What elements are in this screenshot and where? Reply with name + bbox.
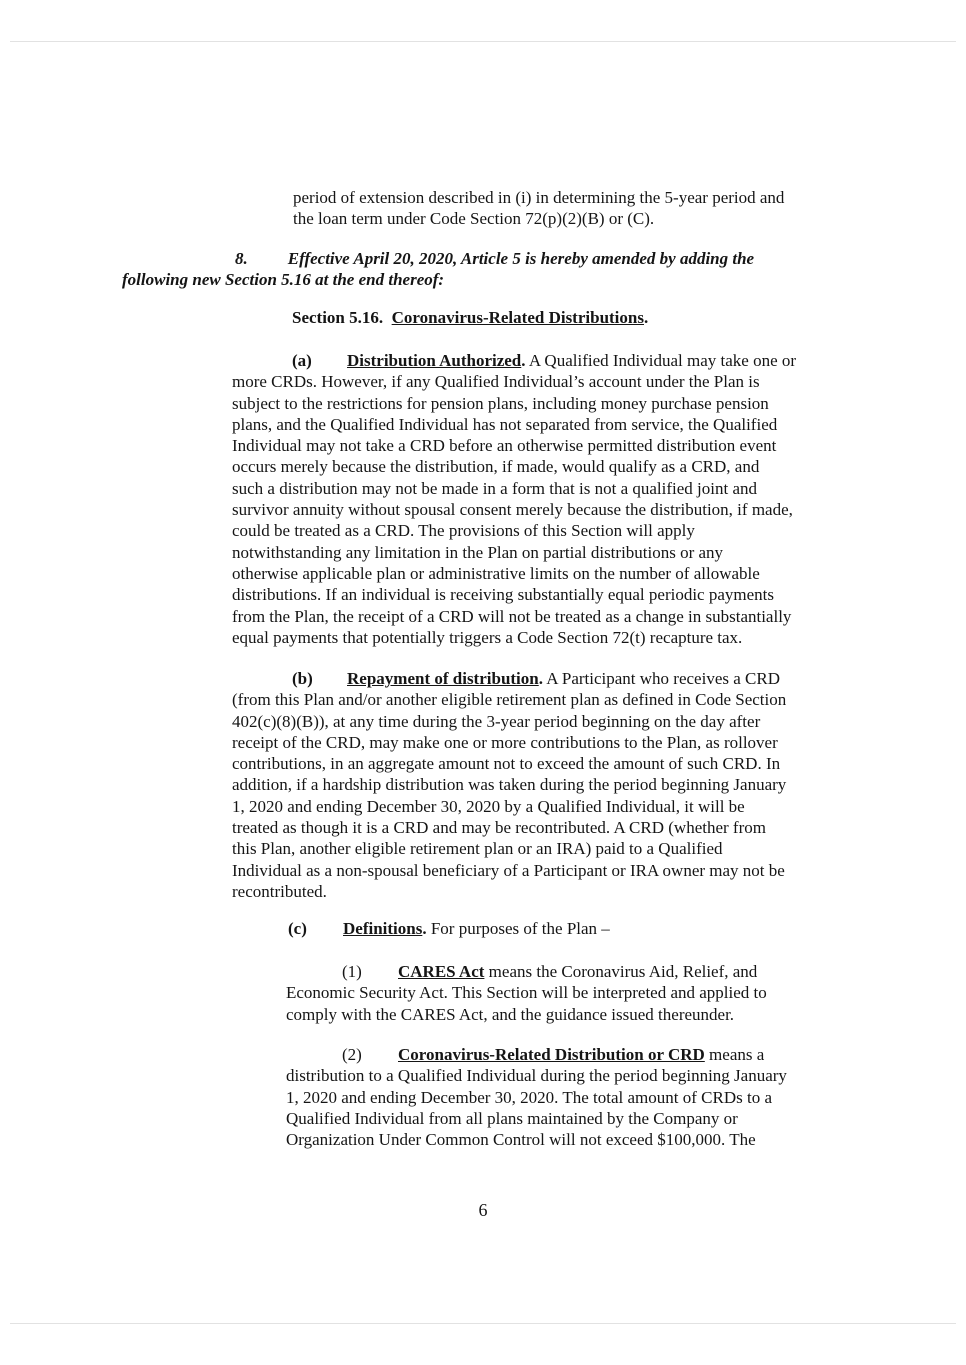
- section-title: Coronavirus-Related Distributions: [391, 308, 644, 327]
- text-line: the loan term under Code Section 72(p)(2)(B) or (C).: [293, 209, 655, 229]
- text-line: 1, 2020 and ending December 30, 2020 by a Qualified Individual, it will be: [232, 796, 745, 816]
- text-line: A Participant who receives a CRD: [542, 669, 780, 688]
- text-line: more CRDs. However, if any Qualified Individual’s account under the Plan is: [232, 372, 760, 392]
- text-line: Individual as a non-spousal beneficiary of a Participant or IRA owner may not be: [232, 860, 785, 880]
- paragraph-c: (c) Definitions. For purposes of the Plan –: [288, 919, 610, 938]
- definition-2-heading: Coronavirus-Related Distribution or CRD: [398, 1045, 705, 1064]
- text-line: For purposes of the Plan –: [426, 919, 610, 938]
- text-line: plans, and the Qualified Individual has not separated from service, the Qualified: [232, 414, 778, 434]
- definition-2: [286, 1044, 787, 1150]
- definition-1-label: (1): [342, 962, 362, 981]
- text-line: A Qualified Individual may take one or: [525, 351, 797, 370]
- text-line: otherwise applicable plan or administrative limits on the number of allowable: [232, 563, 760, 583]
- text-line: could be treated as a CRD. The provisions of this Section will apply: [232, 521, 695, 541]
- text-line: distributions. If an individual is receiving substantially equal periodic payments: [232, 585, 774, 605]
- text-line: means a: [704, 1045, 765, 1064]
- text-line: (from this Plan and/or another eligible retirement plan as defined in Code Section: [232, 690, 787, 710]
- text-line: notwithstanding any limitation in the Plan on partial distributions or any: [232, 542, 724, 562]
- text-line: period of extension described in (i) in determining the 5-year period and: [293, 188, 785, 207]
- text-line: 402(c)(8)(B)), at any time during the 3-year period beginning on the day after: [232, 711, 761, 731]
- section-number: Section 5.16.: [292, 308, 384, 327]
- paragraph-c-heading: Definitions: [343, 919, 423, 938]
- definition-2-label: (2): [342, 1045, 362, 1064]
- paragraph-c-label: (c): [288, 919, 307, 938]
- intro-paragraph: [293, 187, 784, 230]
- definition-1: [286, 961, 767, 1025]
- text-line: Organization Under Common Control will not exceed $100,000. The: [286, 1130, 756, 1150]
- amendment-number: 8.: [235, 249, 248, 268]
- amendment-line-2: following new Section 5.16 at the end thereof:: [122, 270, 445, 290]
- amendment-8: [122, 248, 754, 291]
- text-line: contributions, in an aggregate amount not to exceed the amount of such CRD. In: [232, 754, 781, 774]
- text-line: Individual may not take a CRD before an otherwise permitted distribution event: [232, 436, 777, 456]
- text-line: Qualified Individual from all plans maintained by the Company or: [286, 1108, 738, 1128]
- scan-edge-top: [10, 41, 956, 42]
- paragraph-a: (a) Distribution Authorized. A Qualified Individual may take one or more CRDs. However, if any Qualified Individual’s account under the Plan is subject to the restrictions for pension plans, including money purchase pension plans, and the Qualified Individual has not separated from service, the Qualified Individual may not take a CRD before an otherwise permitted distribution event occurs merely because the distribution, if made, would qualify as a CRD, and such a distribution may not be made in a form that is not a qualified joint and survivor annuity without spousal consent merely because the distribution, if made, could be treated as a CRD. The provisions of this Section will apply notwithstanding any limitation in the Plan on partial distributions or any otherwise applicable plan or administrative limits on the number of allowable distributions. If an individual is receiving substantially equal periodic payments from the Plan, the receipt of a CRD will not be treated as a change in substantially equal payments that potentially triggers a Code Section 72(t) recapture tax.: [232, 351, 797, 647]
- text-line: recontributed.: [232, 881, 327, 901]
- text-line: from the Plan, the receipt of a CRD will not be treated as a change in substantially: [232, 606, 792, 626]
- text-line: occurs merely because the distribution, if made, would qualify as a CRD, and: [232, 457, 760, 477]
- text-line: treated as though it is a CRD and may be recontributed. A CRD (whether from: [232, 818, 766, 838]
- text-line: such a distribution may not be made in a form that is not a qualified joint and: [232, 478, 757, 498]
- text-line: this Plan, another eligible retirement plan or an IRA) paid to a Qualified: [232, 839, 723, 859]
- text-line: receipt of the CRD, may make one or more contributions to the Plan, as rollover: [232, 732, 778, 752]
- paragraph-b-label: (b): [292, 669, 313, 688]
- text-line: 1, 2020 and ending December 30, 2020. The total amount of CRDs to a: [286, 1087, 772, 1107]
- text-line: subject to the restrictions for pension plans, including money purchase pension: [232, 393, 769, 413]
- text-line: equal payments that potentially triggers a Code Section 72(t) recapture tax.: [232, 627, 743, 647]
- paragraph-a-label: (a): [292, 351, 312, 370]
- text-line: distribution to a Qualified Individual during the period beginning January: [286, 1066, 787, 1086]
- section-heading: Section 5.16. Coronavirus-Related Distributions.: [292, 308, 649, 327]
- amendment-line-1: Effective April 20, 2020, Article 5 is hereby amended by adding the: [287, 249, 755, 268]
- text-line: means the Coronavirus Aid, Relief, and: [484, 962, 758, 981]
- scan-edge-bottom: [10, 1323, 956, 1324]
- paragraph-a-heading: Distribution Authorized: [347, 351, 522, 370]
- text-line: Economic Security Act. This Section will be interpreted and applied to: [286, 983, 767, 1003]
- paragraph-b: (b) Repayment of distribution. A Participant who receives a CRD (from this Plan and/or another eligible retirement plan as defined in Code Section 402(c)(8)(B)), at any time during the 3-year period beginning on the day after receipt of the CRD, may make one or more contributions to the Plan, as rollover contributions, in an aggregate amount not to exceed the amount of such CRD. In addition, if a hardship distribution was taken during the period beginning January 1, 2020 and ending December 30, 2020 by a Qualified Individual, it will be treated as though it is a CRD and may be recontributed. A CRD (whether from this Plan, another eligible retirement plan or an IRA) paid to a Qualified Individual as a non-spousal beneficiary of a Participant or IRA owner may not be recontributed.: [232, 669, 787, 901]
- text-line: comply with the CARES Act, and the guidance issued thereunder.: [286, 1004, 735, 1024]
- definition-1-heading: CARES Act: [398, 962, 485, 981]
- text-line: addition, if a hardship distribution was taken during the period beginning January: [232, 775, 787, 795]
- page-number: 6: [478, 1200, 488, 1220]
- text-line: survivor annuity without spousal consent merely because the distribution, if made,: [232, 500, 793, 520]
- paragraph-b-heading: Repayment of distribution: [347, 669, 539, 688]
